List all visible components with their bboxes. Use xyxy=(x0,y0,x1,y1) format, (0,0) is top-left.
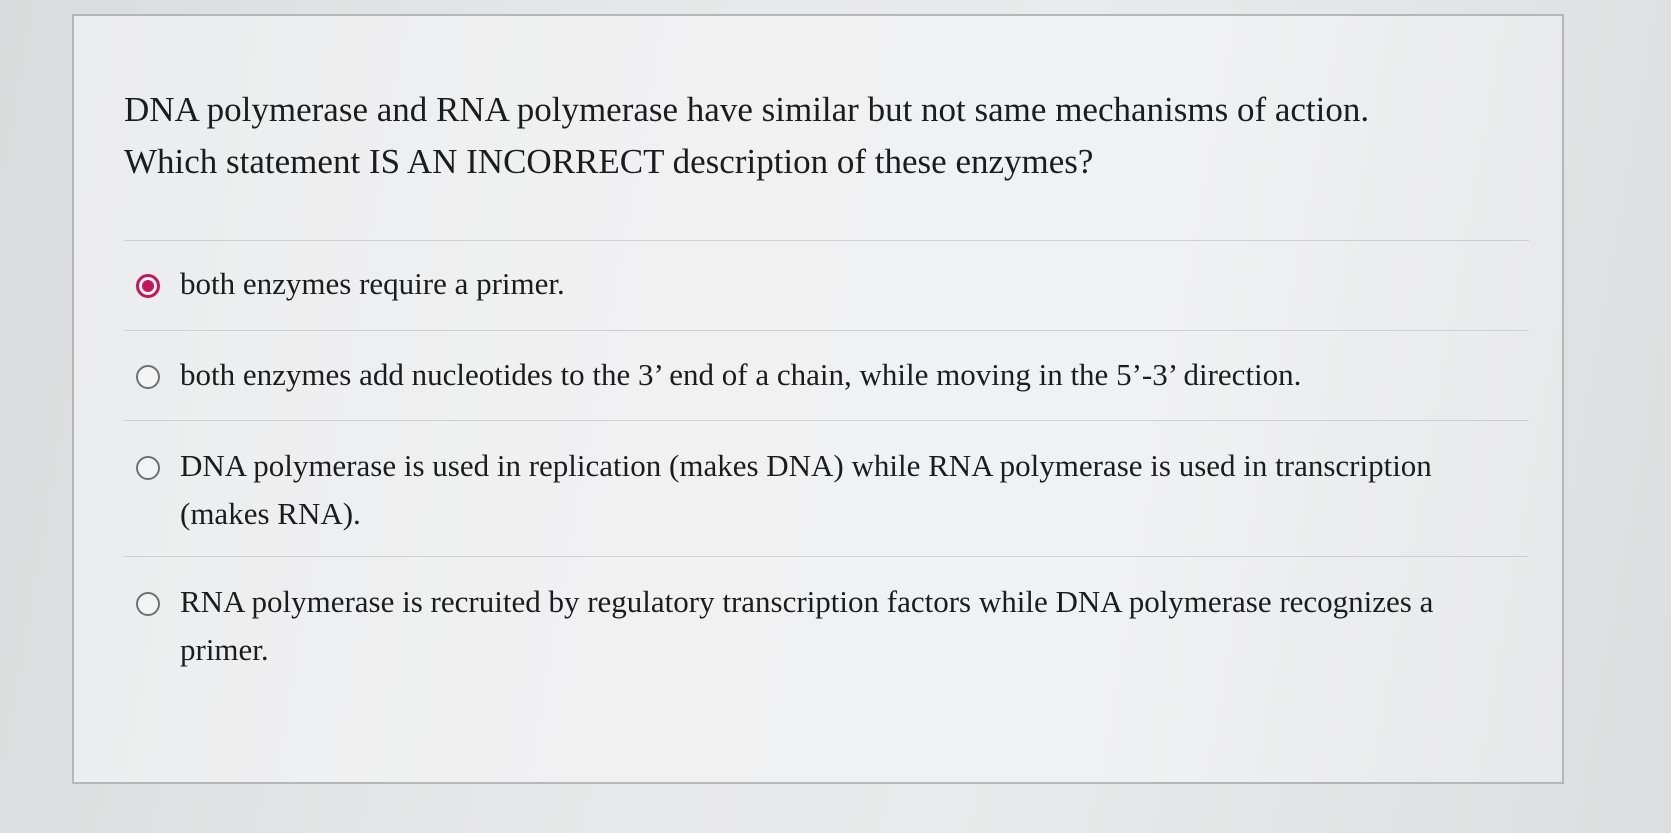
radio-button[interactable] xyxy=(136,365,160,389)
radio-button[interactable] xyxy=(136,592,160,616)
question-text xyxy=(124,84,1524,188)
answer-option-3[interactable] xyxy=(136,450,1506,540)
question-card xyxy=(72,14,1564,784)
question-line-2: Which statement IS AN INCORRECT description of these enzymes? xyxy=(124,142,1094,181)
divider xyxy=(124,420,1529,421)
divider xyxy=(124,556,1529,557)
divider xyxy=(124,240,1529,241)
divider xyxy=(124,330,1529,331)
question-line-1: DNA polymerase and RNA polymerase have similar but not same mechanisms of action. xyxy=(124,90,1370,129)
radio-button[interactable] xyxy=(136,456,160,480)
answer-option-label: both enzymes require a primer. xyxy=(180,266,565,301)
answer-option-1[interactable] xyxy=(136,268,1506,308)
answer-option-2[interactable] xyxy=(136,359,1506,399)
radio-button-selected[interactable] xyxy=(136,274,160,298)
answer-option-label: both enzymes add nucleotides to the 3’ end of a chain, while moving in the 5’-3’ direction. xyxy=(180,357,1302,392)
answer-option-label: RNA polymerase is recruited by regulatory transcription factors while DNA polymerase recognizes a primer. xyxy=(180,584,1434,667)
answer-option-4[interactable] xyxy=(136,586,1506,676)
answer-option-label: DNA polymerase is used in replication (makes DNA) while RNA polymerase is used in transcription (makes RNA). xyxy=(180,448,1432,531)
